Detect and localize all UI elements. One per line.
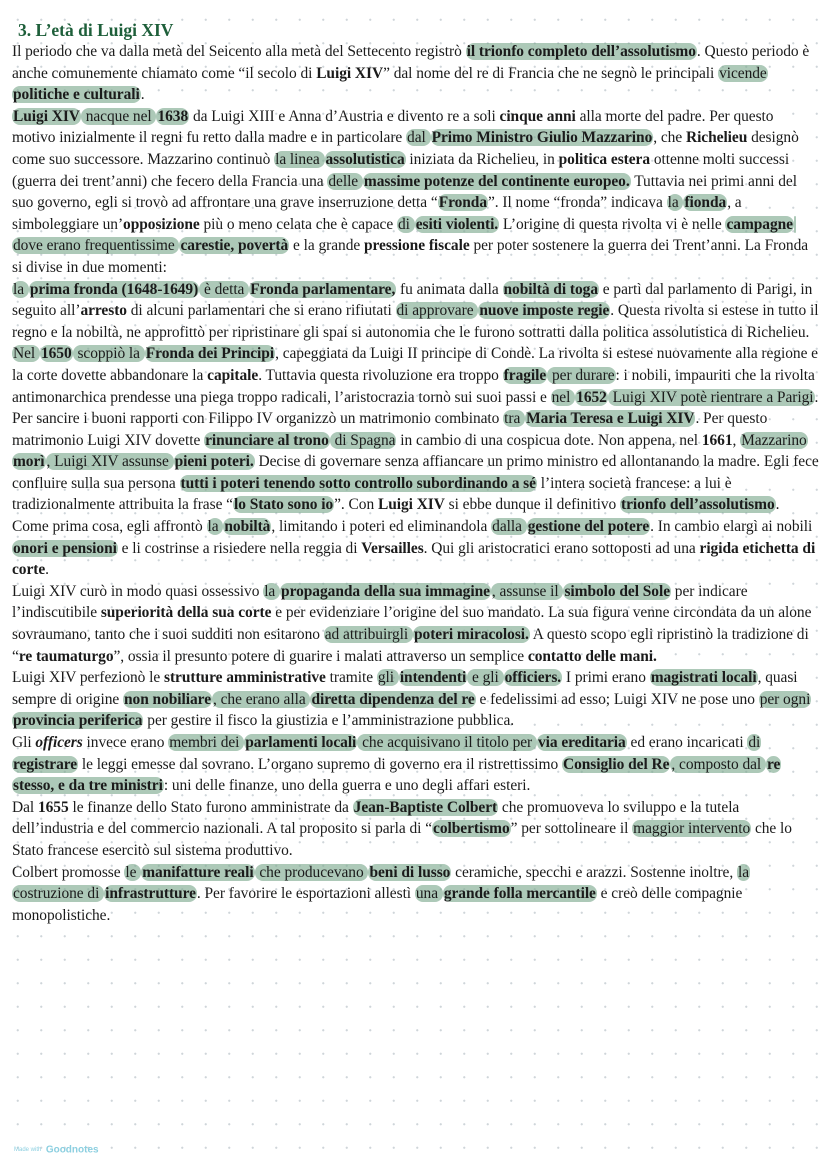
bold-text: re taumaturgo [18, 647, 114, 665]
text-run: , limitando i poteri ed eliminandola [271, 518, 492, 536]
text-run: Luigi XIV curò in modo quasi ossessivo [12, 582, 264, 600]
highlighted-text: officiers. [504, 669, 562, 687]
text-run: da Luigi XIII e Anna d’Austria e divento re a soli [189, 107, 500, 125]
text-run: che lo Stato francese esercitò sul sistema produttivo. [12, 820, 792, 859]
highlighted-text: 1638 [157, 107, 189, 125]
text-run: per gestire il fisco la giustizia e l’amministrazione pubblica. [143, 712, 515, 730]
text-run: ottenne molti successi (guerra dei trent’anni) che fecero della Francia una [12, 150, 790, 190]
text-run: Gli [12, 734, 36, 751]
highlighted-text: magistrati locali [650, 669, 757, 687]
text-run: più o meno celata che è capace [199, 215, 397, 233]
highlighted-text: manifatture reali [142, 863, 254, 881]
highlighted-text: prima fronda (1648-1649) [29, 280, 199, 298]
text-run: ”. Con [334, 496, 378, 514]
highlighted-text: provincia periferica [13, 712, 143, 730]
highlighted-text: poteri miracolosi. [413, 626, 529, 644]
highlighted-text: registrare [13, 755, 78, 773]
text-run: le finanze dello Stato furono amministrate da [68, 798, 353, 816]
text-run: l’intera società francese: a lui è tradizionalmente attribuita la frase “ [12, 474, 732, 514]
highlighted-text: la costruzione di [13, 863, 750, 903]
text-run: . Qui gli aristocratici erano sottoposti ad una [423, 539, 700, 557]
highlighted-text: assolutistica [325, 150, 405, 168]
text-run: , [732, 431, 741, 449]
highlighted-text: colbertismo [433, 820, 510, 838]
highlighted-text: pieni poteri. [174, 453, 254, 471]
highlighted-text: 1650 [40, 345, 72, 363]
highlighted-text: tutti i poteri tenendo sotto controllo subordinando a sé [180, 474, 536, 492]
highlighted-text: nacque nel [81, 107, 156, 125]
bold-text: politica estera [558, 150, 651, 168]
section-title: 3. L’età di Luigi XIV [18, 20, 174, 40]
bold-text: strutture amministrative [163, 669, 326, 687]
text-run: fu animata dalla [396, 280, 503, 298]
bold-text: 1655 [37, 798, 69, 816]
text-run: e partì dal parlamento di Parigi, in seguito all’ [12, 280, 813, 320]
bold-text: arresto [80, 302, 127, 320]
highlighted-text: Primo Ministro Giulio Mazzarino [431, 129, 653, 147]
bold-text: 1661 [701, 431, 733, 449]
text-run: . Per favorire le esportazioni allestì [196, 885, 415, 903]
highlighted-text: la [667, 194, 683, 212]
highlighted-text: scoppiò la [73, 345, 144, 363]
text-run: si ebbe dunque il definitivo [444, 496, 621, 514]
highlighted-text: campagne [726, 215, 793, 233]
text-run: ed erano incaricati [626, 734, 748, 751]
paragraph [12, 516, 820, 581]
bold-text: Luigi XIV [377, 496, 445, 514]
paragraph [12, 667, 820, 732]
text-run: ”, ossia il presunto potere di guarire i malati attraverso un semplice [113, 647, 528, 665]
highlighted-text: delle [328, 172, 362, 190]
text-run: . [45, 561, 49, 579]
highlighted-text: trionfo dell’assolutismo [621, 496, 775, 514]
text-run: Luigi XIV perfezionò le [12, 669, 164, 687]
bold-text: superiorità della sua corte [100, 604, 272, 622]
highlighted-text: carestie, povertà [180, 237, 289, 255]
highlighted-text: fragile [503, 366, 547, 384]
highlighted-text: morì [13, 453, 45, 471]
highlighted-text: di [748, 734, 761, 751]
text-run: e li costrinse a risiedere nella reggia di [117, 539, 362, 557]
text-run: iniziata da Richelieu, in [405, 150, 559, 168]
text-run: alla morte del padre. Per questo motivo inizialmente il regni fu retto dalla madre e in particolare [12, 107, 774, 147]
text-run: : uni delle finanze, uno della guerra e uno degli affari esteri. [163, 777, 531, 795]
text-run: Il periodo che va dalla metà del Seicento alla metà del Settecento registrò [12, 43, 466, 60]
highlighted-text: e gli [468, 669, 503, 687]
highlighted-text: nobiltà [224, 518, 271, 536]
highlighted-text: parlamenti locali [245, 734, 357, 751]
highlighted-text: lo Stato sono io [233, 496, 334, 514]
highlighted-text: gli [377, 669, 398, 687]
text-run: e creò delle compagnie monopolistiche. [12, 885, 743, 924]
highlighted-text: Fronda [438, 194, 487, 212]
highlighted-text: , assunse il [491, 582, 563, 600]
highlighted-text: grande folla mercantile [443, 885, 596, 903]
text-run: , che [653, 129, 686, 147]
highlighted-text: Fronda parlamentare, [250, 280, 396, 298]
text-run: , capeggiata da Luigi II principe di Condè. La rivolta si estese nuovamente alla regione e la corte dovette abbandonare la [12, 345, 818, 384]
bold-text: Richelieu [685, 129, 748, 147]
highlighted-text: Maria Teresa e Luigi XIV [526, 410, 695, 428]
highlighted-text: dove erano frequentissime [12, 216, 796, 255]
highlighted-text: massime potenze del continente europeo. [363, 172, 630, 190]
text-run: Colbert promosse [12, 863, 125, 881]
text-run: designò come suo successore. Mazzarino continuò [12, 129, 799, 168]
text-run: Come prima cosa, egli affrontò [12, 518, 207, 536]
highlighted-text: esiti violenti. [415, 215, 499, 233]
text-run: e per evidenziare l’origine del suo mandato. La sua figura venne circondata da un alone sovraumano, tanto che i suoi sudditi non esitarono [12, 604, 812, 644]
text-run: . Questo periodo è anche comunemente chiamato come “il secolo di [12, 43, 810, 82]
text-run: Per sancire i buoni rapporti con Filippo IV organizzò un matrimonio combinato [12, 410, 504, 428]
bold-text: capitale [207, 366, 259, 384]
note-body [12, 41, 820, 926]
highlighted-text: membri dei [169, 734, 244, 751]
highlighted-text: nuove imposte regie [479, 302, 610, 320]
paragraph [12, 581, 820, 667]
highlighted-text: rinunciare al trono [205, 431, 329, 449]
highlighted-text: la linea [275, 150, 324, 168]
highlighted-text: intendenti [399, 669, 467, 687]
highlighted-text: Luigi XIV [13, 107, 80, 125]
highlighted-text: onori e pensioni [13, 539, 117, 557]
text-run: Decise di governare senza affiancare un primo ministro ed allontanando la madre. Egli fece confluire sulla sua persona [12, 453, 819, 492]
highlighted-text: Consiglio del Re [562, 755, 670, 773]
bold-text: opposizione [123, 215, 200, 233]
paragraph [12, 106, 820, 279]
text-run: : i nobili, impauriti che la rivolta antimonarchica prendesse una piega troppo radicali, l’aristocrazia tornò sui suoi passi e [12, 366, 815, 406]
highlighted-text: è detta [200, 280, 249, 298]
text-run: L’origine di questa rivolta vi è nelle [499, 215, 726, 233]
highlighted-text: politiche e culturali [13, 86, 140, 104]
highlighted-text: propaganda della sua immagine [281, 582, 490, 600]
highlighted-text: una [415, 885, 442, 903]
highlighted-text: fionda [684, 194, 727, 212]
highlighted-text: via ereditaria [537, 734, 626, 751]
paragraph [12, 862, 820, 927]
highlighted-text: che acquisivano il titolo per [358, 734, 536, 751]
text-run: . [775, 496, 780, 514]
text-run: ceramiche, specchi e arazzi. Sostenne inoltre, [451, 863, 737, 881]
text-run: . Tuttavia questa rivoluzione era troppo [258, 366, 503, 384]
bold-text: officers [35, 734, 83, 751]
highlighted-text: per ogni [759, 690, 811, 708]
highlighted-text: Jean-Baptiste Colbert [353, 798, 498, 816]
paragraph [12, 732, 820, 797]
highlighted-text: re stesso, e da tre ministri [13, 755, 781, 795]
highlighted-text: di [397, 215, 414, 233]
paragraph [12, 797, 820, 862]
text-run: ”. Il nome “fronda” indicava [488, 194, 667, 212]
text-run: per indicare l’indiscutibile [12, 582, 748, 622]
bold-text: Luigi XIV [316, 64, 384, 82]
highlighted-text: di approvare [396, 302, 478, 320]
highlighted-text: , composto dal [671, 755, 765, 773]
bold-text: contatto delle mani. [527, 647, 657, 665]
text-run: tramite [325, 669, 377, 687]
highlighted-text: vicende [719, 64, 767, 82]
highlighted-text: per durare [548, 366, 615, 384]
highlighted-text: maggior intervento [633, 820, 751, 838]
text-run: A questo scopo egli ripristinò la tradizione di “ [12, 626, 809, 665]
highlighted-text: di Spagna [330, 431, 396, 449]
text-run: . Per questo matrimonio Luigi XIV dovette [12, 410, 768, 449]
text-run: . Questa rivolta si estese in tutto il regno e la nobiltà, ne approfittò per ripristinare gli spai si autonomia che le furono sottratti dalla politica assolutistica di Richelieu. [12, 302, 819, 341]
text-run: le leggi emesse dal sovrano. L’organo supremo di governo era il ristrettissimo [78, 755, 562, 773]
highlighted-text: nel [551, 388, 575, 406]
text-run: in cambio di una cospicua dote. Non appena, nel [396, 431, 702, 449]
highlighted-text: nobiltà di toga [503, 280, 598, 298]
highlighted-text: diretta dipendenza del re [311, 690, 475, 708]
bold-text: pressione fiscale [364, 237, 470, 255]
highlighted-text: la [264, 582, 280, 600]
text-run: per poter sostenere la guerra dei Trent’anni. La Fronda si divise in due momenti: [12, 237, 809, 276]
highlighted-text: Nel [13, 345, 39, 363]
text-run: Tuttavia nei primi anni del suo governo, egli si trovò ad affrontare una grave inserruzione detta “ [12, 172, 797, 212]
highlighted-text: ad attribuirgli [324, 626, 412, 644]
text-run: ” per sottolineare il [510, 820, 633, 838]
text-run: I primi erano [562, 669, 650, 687]
text-run: . [814, 388, 819, 406]
highlighted-text: simbolo del Sole [564, 582, 670, 600]
text-run: ” dal nome del re di Francia che ne segnò le principali [383, 64, 719, 82]
highlighted-text: , che erano alla [213, 690, 310, 708]
paragraph [12, 408, 820, 516]
text-run: invece erano [82, 734, 169, 751]
highlighted-text: gestione del potere [527, 518, 650, 536]
highlighted-text: Luigi XIV potè rientrare a Parigi [608, 388, 814, 406]
text-run: , a simboleggiare un’ [12, 194, 742, 233]
highlighted-text: la [207, 518, 223, 536]
text-run: e la grande [289, 237, 364, 255]
bold-text: rigida etichetta di corte [12, 539, 816, 579]
highlighted-text: beni di lusso [369, 863, 451, 881]
text-run: Dal [12, 798, 38, 816]
highlighted-text: il trionfo completo dell’assolutismo [466, 43, 696, 60]
highlighted-text: dal [407, 129, 430, 147]
highlighted-text: , Luigi XIV assunse [46, 453, 173, 471]
paragraph [12, 279, 820, 344]
brand-label: Goodnotes [45, 1144, 99, 1156]
highlighted-text: 1652 [576, 388, 607, 406]
highlighted-text: che producevano [255, 863, 368, 881]
text-run: che promuoveva lo sviluppo e la tutela dell’industria e del commercio nazionali. A tal proposito si parla di “ [12, 798, 740, 838]
highlighted-text: le [125, 863, 141, 881]
highlighted-text: la [13, 280, 28, 298]
highlighted-text: Mazzarino [741, 431, 807, 449]
paragraph [12, 41, 820, 106]
goodnotes-watermark [14, 1141, 99, 1159]
highlighted-text: non nobiliare [124, 690, 211, 708]
bold-text: Versailles [361, 539, 424, 557]
paragraph [12, 343, 820, 408]
bold-text: cinque anni [499, 107, 576, 125]
note-page [12, 20, 820, 926]
text-run: e fedelissimi ad esso; Luigi XIV ne pose uno [475, 690, 759, 708]
text-run: di alcuni parlamentari che si erano rifiutati [126, 302, 396, 320]
text-run: . In cambio elargì ai nobili [650, 518, 813, 536]
highlighted-text: tra [504, 410, 525, 428]
text-run: , quasi sempre di origine [12, 669, 798, 708]
highlighted-text: Fronda dei Principi [145, 345, 275, 363]
text-run: . [140, 86, 145, 104]
made-with-label: Made with [14, 1146, 42, 1153]
highlighted-text: infrastrutture [105, 885, 196, 903]
highlighted-text: dalla [492, 518, 526, 536]
